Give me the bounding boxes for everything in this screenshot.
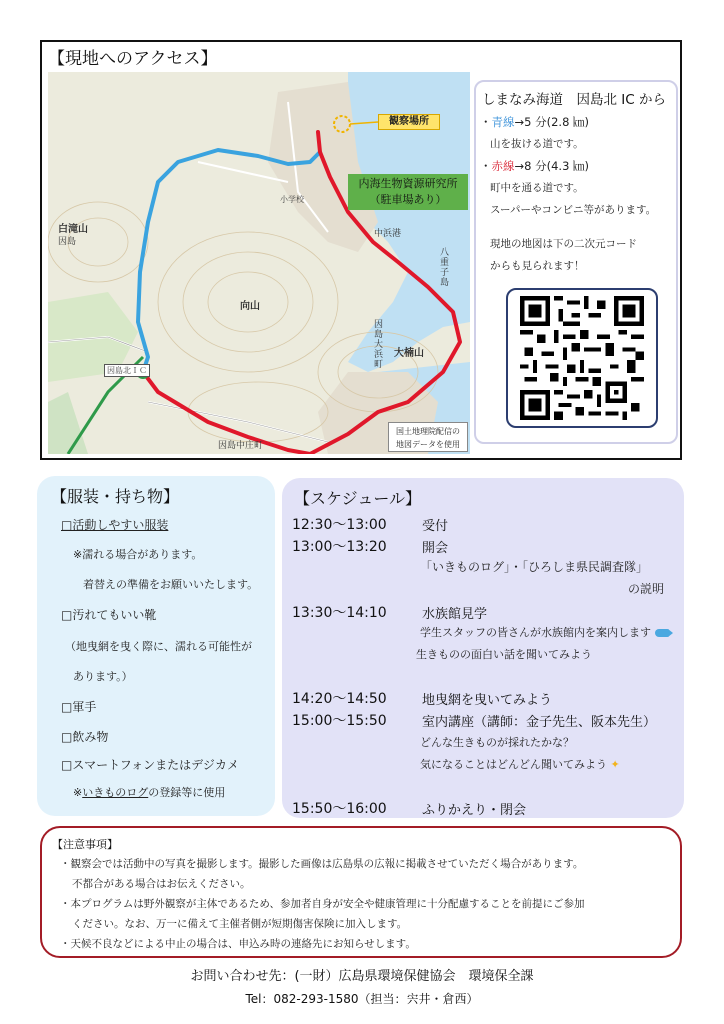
red-route-line (480, 158, 589, 174)
notes-section (40, 826, 682, 958)
note-wet: ※濡れる場合があります。 (73, 548, 203, 561)
fish-emoji-icon (655, 629, 669, 637)
red-route-desc-1: 町中を通る道です。 (490, 182, 584, 194)
note-shoes-2: あります。） (73, 670, 133, 683)
map-label-yaekojima: 八重子島 (440, 248, 450, 288)
ikimono-log-link[interactable]: いきものログ (82, 786, 149, 799)
clothing-section (37, 476, 275, 816)
map-label-nakahama-port: 中浜港 (374, 229, 402, 239)
schedule-event-aquarium: 水族館見学 (422, 607, 488, 622)
sparkle-emoji-icon: ✦ (610, 758, 620, 771)
access-section (40, 40, 682, 460)
qr-text-2: からも見られます！ (490, 260, 585, 272)
map-label-innoshima: 因島 (58, 237, 77, 247)
map-label-mukaiyama: 向山 (240, 301, 260, 312)
schedule-time-opening: 13:00～13:20 (292, 539, 387, 555)
blue-route-time: →5 分(2.8 ㎞) (514, 115, 590, 129)
note-line-3: ・本プログラムは野外観察が主体であるため、参加者自身が安全や健康管理に十分配慮することを前提にご参加 (60, 898, 585, 910)
item-drink: □飲み物 (61, 730, 109, 744)
schedule-event-opening: 開会 (422, 541, 449, 556)
schedule-event-lecture: 室内講座（講師：金子先生、阪本先生） (422, 715, 657, 730)
item-shoes: □汚れてもいい靴 (61, 608, 157, 622)
map-label-school: 小学校 (280, 195, 304, 204)
access-title: 【現地へのアクセス】 (48, 49, 218, 69)
schedule-time-closing: 15:50～16:00 (292, 801, 387, 817)
item-clothes (61, 516, 168, 533)
route-title: しまなみ海道 因島北 IC から (482, 92, 666, 108)
note-line-5: ・天候不良などによる中止の場合は、申込み時の連絡先にお知らせします。 (60, 938, 416, 950)
opening-sub-2: の説明 (628, 582, 665, 596)
schedule-time-reception: 12:30～13:00 (292, 517, 387, 533)
contact-phone[interactable]: Tel：082-293-1580（担当：宍井・倉西） (245, 992, 479, 1006)
bullet: ・ (480, 115, 492, 129)
schedule-time-net: 14:20～14:50 (292, 691, 387, 707)
red-route-time: →8 分(4.3 ㎞) (514, 159, 590, 173)
lab-label-parking: （駐車場あり） (369, 193, 447, 206)
schedule-section (282, 478, 684, 818)
note-line-2: 不都合がある場合はお伝えください。 (72, 878, 251, 890)
observation-place-label: 観察場所 (378, 114, 440, 130)
blue-route-desc: 山を抜ける道です。 (490, 138, 584, 150)
schedule-time-lecture: 15:00～15:50 (292, 713, 387, 729)
map-label-nakanosho: 因島中庄町 (218, 441, 264, 451)
qr-code-icon (518, 296, 646, 420)
notes-title: 【注意事項】 (52, 838, 118, 851)
contact-organization: お問い合わせ先：(一財）広島県環境保健協会 環境保全課 (190, 969, 534, 984)
note-mark: ※ (73, 786, 83, 799)
lecture-sub-2 (420, 756, 620, 772)
lecture-sub-1: どんな生きものが採れたかな？ (420, 736, 574, 749)
map-label-ic: 因島北ＩＣ (104, 364, 150, 377)
aquarium-sub-1-text: 学生スタッフの皆さんが水族館内を案内します (420, 626, 651, 639)
red-route-desc-2: スーパーやコンビニ等があります。 (490, 204, 657, 216)
map-credit-line2: 地図データを使用 (396, 440, 460, 449)
note-line-1: ・観察会では活動中の写真を撮影します。撮影した画像は広島県の広報に掲載させていただく場合があります。 (60, 858, 584, 870)
qr-code-frame[interactable] (506, 288, 658, 428)
blue-route-word: 青線 (491, 115, 515, 129)
item-gloves: □軍手 (61, 700, 97, 714)
schedule-event-closing: ふりかえり・閉会 (422, 803, 527, 818)
item-smartphone: □スマートフォンまたはデジカメ (61, 758, 239, 772)
aquarium-sub-2: 生きものの面白い話を聞いてみよう (416, 648, 592, 661)
note-shoes-1: （地曳網を曳く際に、濡れる可能性が (65, 640, 252, 653)
red-route-word: 赤線 (491, 159, 515, 173)
item-clothes-label: □活動しやすい服装 (61, 518, 169, 532)
map-label-oohama: 因島大浜町 (374, 320, 384, 370)
bullet: ・ (480, 159, 492, 173)
map-label-shirotakiyama: 白滝山 (58, 224, 88, 235)
note-ikimono-log (73, 784, 225, 800)
note-line-4: ください。なお、万一に備えて主催者側が短期傷害保険に加入します。 (72, 918, 408, 930)
lecture-sub-2-text: 気になることはどんどん聞いてみよう (420, 758, 607, 771)
lab-label-name: 内海生物資源研究所 (358, 177, 458, 190)
clothing-title: 【服装・持ち物】 (51, 487, 180, 506)
qr-text-1: 現地の地図は下の二次元コード (490, 238, 637, 250)
schedule-title: 【スケジュール】 (294, 489, 422, 508)
access-map (48, 72, 470, 454)
schedule-time-aquarium: 13:30～14:10 (292, 605, 387, 621)
aquarium-sub-1 (420, 624, 669, 640)
note-suffix: の登録等に使用 (148, 786, 226, 799)
blue-route-line (480, 114, 589, 130)
map-credit-line1: 国土地理院配信の (396, 427, 460, 436)
lab-label (348, 174, 468, 210)
map-credit (388, 422, 468, 452)
schedule-event-reception: 受付 (422, 519, 449, 534)
map-label-okusuyama: 大楠山 (394, 348, 424, 359)
route-info-box (474, 80, 678, 444)
note-change: 着替えの準備をお願いいたします。 (83, 578, 259, 591)
schedule-event-net: 地曳網を曳いてみよう (422, 693, 553, 708)
opening-sub-1: 「いきものログ」・「ひろしま県民調査隊」 (420, 560, 649, 574)
